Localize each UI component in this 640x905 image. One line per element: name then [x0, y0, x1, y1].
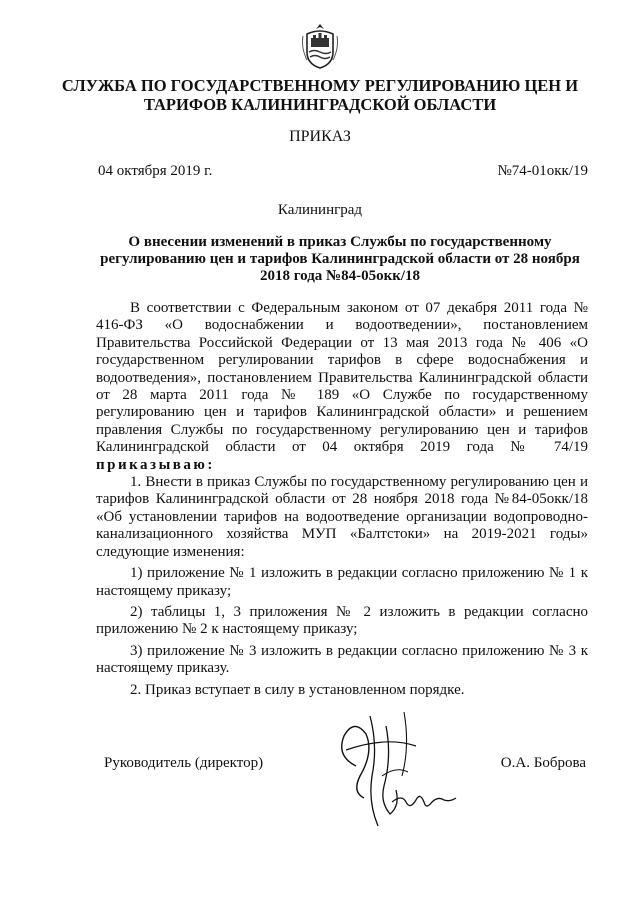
signatory-title: Руководитель (директор) [104, 755, 264, 771]
city: Калининград [277, 202, 363, 218]
subpoint-1: 1) приложение № 1 изложить в редакции согласно приложению № 1 к настоящему приказу; [96, 565, 588, 599]
signatory-name: О.А. Боброва [500, 755, 586, 771]
decree-word: приказываю: [96, 456, 215, 473]
coat-of-arms-icon [299, 22, 341, 70]
organization-name: СЛУЖБА ПО ГОСУДАРСТВЕННОМУ РЕГУЛИРОВАНИЮ ЦЕН И ТАРИФОВ КАЛИНИНГРАДСКОЙ ОБЛАСТИ [61, 76, 579, 114]
subpoint-3: 3) приложение № 3 изложить в редакции согласно приложению № 3 к настоящему приказу. [96, 642, 588, 677]
document-type: ПРИКАЗ [289, 128, 351, 145]
point-2: 2. Приказ вступает в силу в установленном порядке. [130, 681, 465, 698]
point-1: 1. Внести в приказ Службы по государственному регулированию цен и тарифов Калининградской области от 28 ноября 2018 года №84-05окк/18 «Об установлении тарифов на водоотведение организации водопроводно-канализационного хозяйства МУП «Балтстоки» на 2019-2021 годы» следующие изменения: [96, 474, 588, 560]
subpoint-2: 2) таблицы 1, 3 приложения № 2 изложить в редакции согласно приложению № 2 к настоящему приказу; [96, 603, 588, 638]
preamble-paragraph [96, 300, 588, 474]
order-date: 04 октября 2019 г. [98, 163, 213, 179]
order-body [96, 300, 588, 699]
order-number: №74-01окк/19 [497, 163, 588, 179]
order-subject: О внесении изменений в приказ Службы по государственному регулированию цен и тарифов Калининградской области от 28 ноября 2018 года №84-05окк/18 [100, 234, 580, 284]
handwritten-signature [326, 706, 458, 832]
preamble-text: В соответствии с Федеральным законом от 07 декабря 2011 года № 416-ФЗ «О водоснабжении и водоотведении», постановлением Правительства Российской Федерации от 13 мая 2013 года № 406 «О государственном регулировании тарифов в сфере водоснабжения и водоотведения», постановлением Правительства Калининградской области от 28 марта 2011 года № 189 «О Службе по государственному регулированию цен и тарифов Калининградской области» и решением правления Службы по государственному регулированию цен и тарифов Калининградской области от 04 октября 2019 года № 74/19 [96, 300, 588, 456]
